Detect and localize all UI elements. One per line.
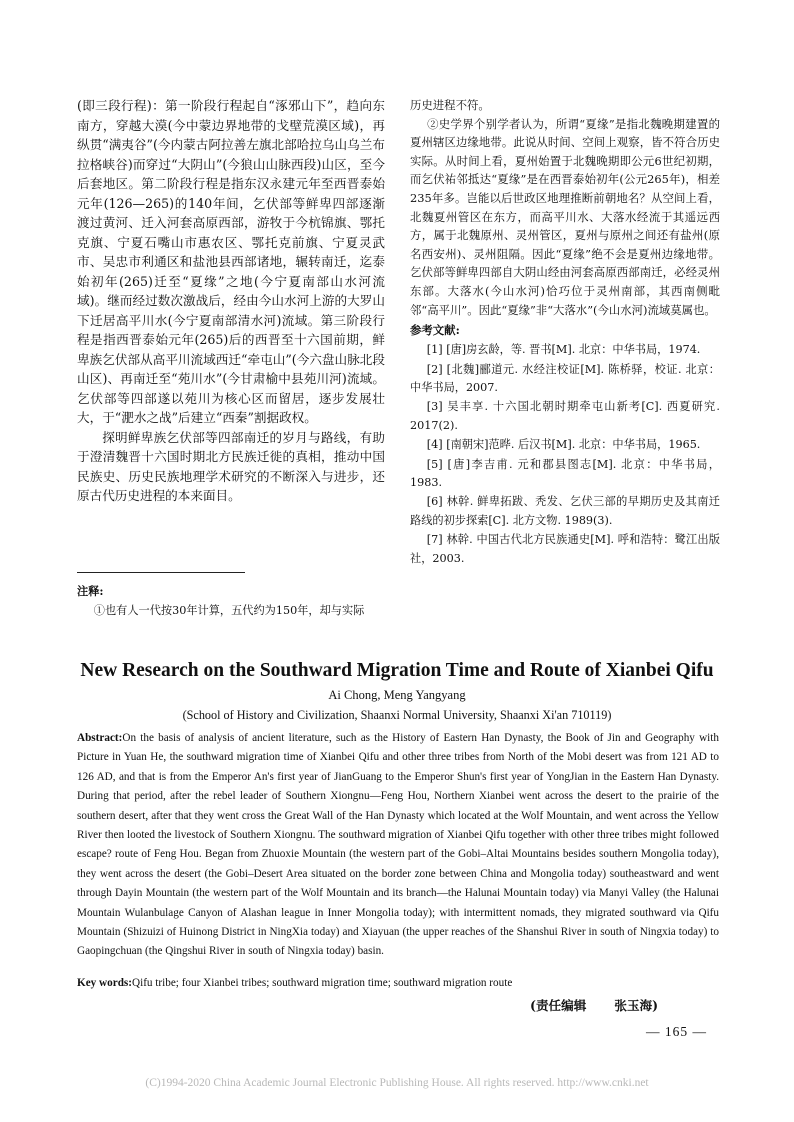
reference-item: [3] 吴丰享. 十六国北朝时期牵屯山新考[C]. 西夏研究. 2017(2). [410, 400, 720, 432]
notes-divider [77, 572, 245, 573]
note-item: ①也有人一代按30年计算，五代约为150年，却与实际 [93, 604, 365, 617]
reference-item: [1] [唐]房玄龄，等. 晋书[M]. 北京：中华书局，1974. [426, 343, 701, 357]
page-number: — 165 — [646, 1024, 707, 1039]
english-affiliation: (School of History and Civilization, Shaanxi Normal University, Shaanxi Xi'an 710119) [182, 708, 612, 722]
note-item: ②史学界个别学者认为，所谓“夏缘”是指北魏晚期建置的夏州辖区边缘地带。此说从时间、空间上观察，皆不符合历史实际。从时间上看，夏州始置于北魏晚期即公元6世纪初期，而乞伏祐邻抵达“夏缘”是在西晋泰始初年(公元265年)，相差235年多。岂能以后世政区地理推断前朝地名？从空间上看，北魏夏州管区在东方，而高平川水、大落水经流于其遥远西方，属于北魏原州、灵州管区，夏州与原州之间还有盐州(原名西安州)、灵州阻隔。因此“夏缘”绝不会是夏州边缘地带。乞伏部等鲜卑四部自大阴山经由河套高原西部南迁，必经灵州东部。大落水(今山水河)恰巧位于灵州南部，其西南侧毗邻“高平川”。因此“夏缘”非“大落水”(今山水河)流域莫属也。 [410, 116, 720, 317]
english-authors: Ai Chong, Meng Yangyang [328, 688, 466, 702]
reference-item: [5] [唐]李吉甫. 元和郡县图志[M]. 北京：中华书局，1983. [410, 457, 720, 489]
reference-item: [6] 林幹. 鲜卑拓跋、秃发、乞伏三部的早期历史及其南迁路线的初步探索[C]. 北方文物. 1989(3). [410, 495, 720, 527]
abstract-text: On the basis of analysis of ancient literature, such as the History of Eastern Han Dynasty, the Book of Jin and Geography with Picture in Yuan He, the southward migration time of Xianbei Qifu and other three tribes from North of the Mobi desert was from 121 AD to 126 AD, and that is from the Emperor An's first year of JianGuang to the Emperor Shun's first year of YongJian in the Eastern Han Dynasty. During that period, after the rebel leader of Southern Xiongnu—Feng Hou, Northern Xianbei went across the desert to the prairie of the southern desert, after that they went cross the Great Wall of the Han Dynasty which located at the Wolf Mountain, and went across the Yellow River then looted the livestock of Southern Xiongnu. The southward migration of Xianbei Qifu together with other three tribes might followed escape? route of Feng Hou. Began from Zhuoxie Mountain (the western part of the Gobi–Altai Mountains besides southern Mongolia today), they went across the desert (the Gobi–Desert Area situated on the border zone between China and Mongolia today) southeastward and went through Dayin Mountain (the western part of the Wolf Mountain and its branch—the Halunai Mountain today) via Manyi Valley (the Halunai Mountain Wulanbulage Canyon of Alashan league in Inner Mongolia today); with intermittent nomads, they migrated southward via Qifu Mountain (Shizuizi of Huinong District in NingXia today) and Xiayuan (the upper reaches of the Shanshui River in south of Ningxia today) to Gaopingchuan (the Qingshui River in south of Ningxia today) basin. [77, 732, 719, 958]
keywords-label: Key words: [77, 977, 132, 989]
editor-label: (责任编辑 [530, 998, 587, 1013]
editor-name: 张玉海) [614, 998, 659, 1013]
body-paragraph: 探明鲜卑族乞伏部等四部南迁的岁月与路线，有助于澄清魏晋十六国时期北方民族迁徙的真相，推动中国民族史、历史民族地理学术研究的不断深入与进步，还原古代历史进程的本来面目。 [77, 429, 385, 503]
reference-item: [4] [南朝宋]范晔. 后汉书[M]. 北京：中华书局，1965. [426, 438, 701, 452]
body-paragraph: (即三段行程)：第一阶段行程起自“涿邪山下”，趋向东南方，穿越大漠(今中蒙边界地带的戈壁荒漠区域)，再纵贯“满夷谷”(今内蒙古阿拉善左旗北部哈拉乌山乌兰布拉格峡谷)而穿过“大阴山”(今狼山山脉西段)山区，至今后套地区。第二阶段行程是指东汉永建元年至西晋泰始元年(126—265)的140年间，乞伏部等鲜卑四部逐渐渡过黄河、迁入河套高原西部，游牧于今杭锦旗、鄂托克旗、宁夏石嘴山市惠农区、鄂托克前旗、宁夏灵武市、吴忠市利通区和盐池县西部诸地，辗转南迁，迄泰始初年(265)迁至“夏缘”之地(今宁夏南部山水河流域)。继而经过数次激战后，经由今山水河上游的大罗山下迁居高平川水(今宁夏南部清水河)流域。第三阶段行程是指西晋泰始元年(265)后的西晋至十六国前期，鲜卑族乞伏部从高平川流域西迁“牵屯山”(今六盘山脉北段山区)、再南迁至“苑川水”(今甘肃榆中县苑川河)流域。乞伏部等四部遂以苑川为核心区而留居，逐步发展壮大，于“淝水之战”后建立“西秦”割据政权。 [77, 98, 385, 425]
publisher-footer: (C)1994-2020 China Academic Journal Electronic Publishing House. All rights reserved. http://www.cnki.net [145, 1077, 649, 1089]
english-title: New Research on the Southward Migration Time and Route of Xianbei Qifu [80, 660, 714, 681]
abstract-label: Abstract: [77, 732, 123, 744]
responsible-editor [530, 995, 658, 1014]
left-column [77, 96, 385, 506]
english-abstract [77, 729, 719, 962]
references-list [410, 341, 720, 568]
notes-title: 注释: [77, 584, 104, 598]
keywords-text: Qifu tribe; four Xianbei tribes; southward migration time; southward migration route [132, 977, 513, 989]
right-column [410, 96, 720, 569]
references-title: 参考文献: [410, 323, 460, 338]
reference-item: [2] [北魏]郦道元. 水经注校证[M]. 陈桥驿，校证. 北京：中华书局，2007. [410, 362, 720, 394]
english-keywords [77, 974, 719, 993]
note-continuation: 历史进程不符。 [410, 98, 490, 112]
reference-item: [7] 林幹. 中国古代北方民族通史[M]. 呼和浩特：鹭江出版社，2003. [410, 533, 720, 565]
